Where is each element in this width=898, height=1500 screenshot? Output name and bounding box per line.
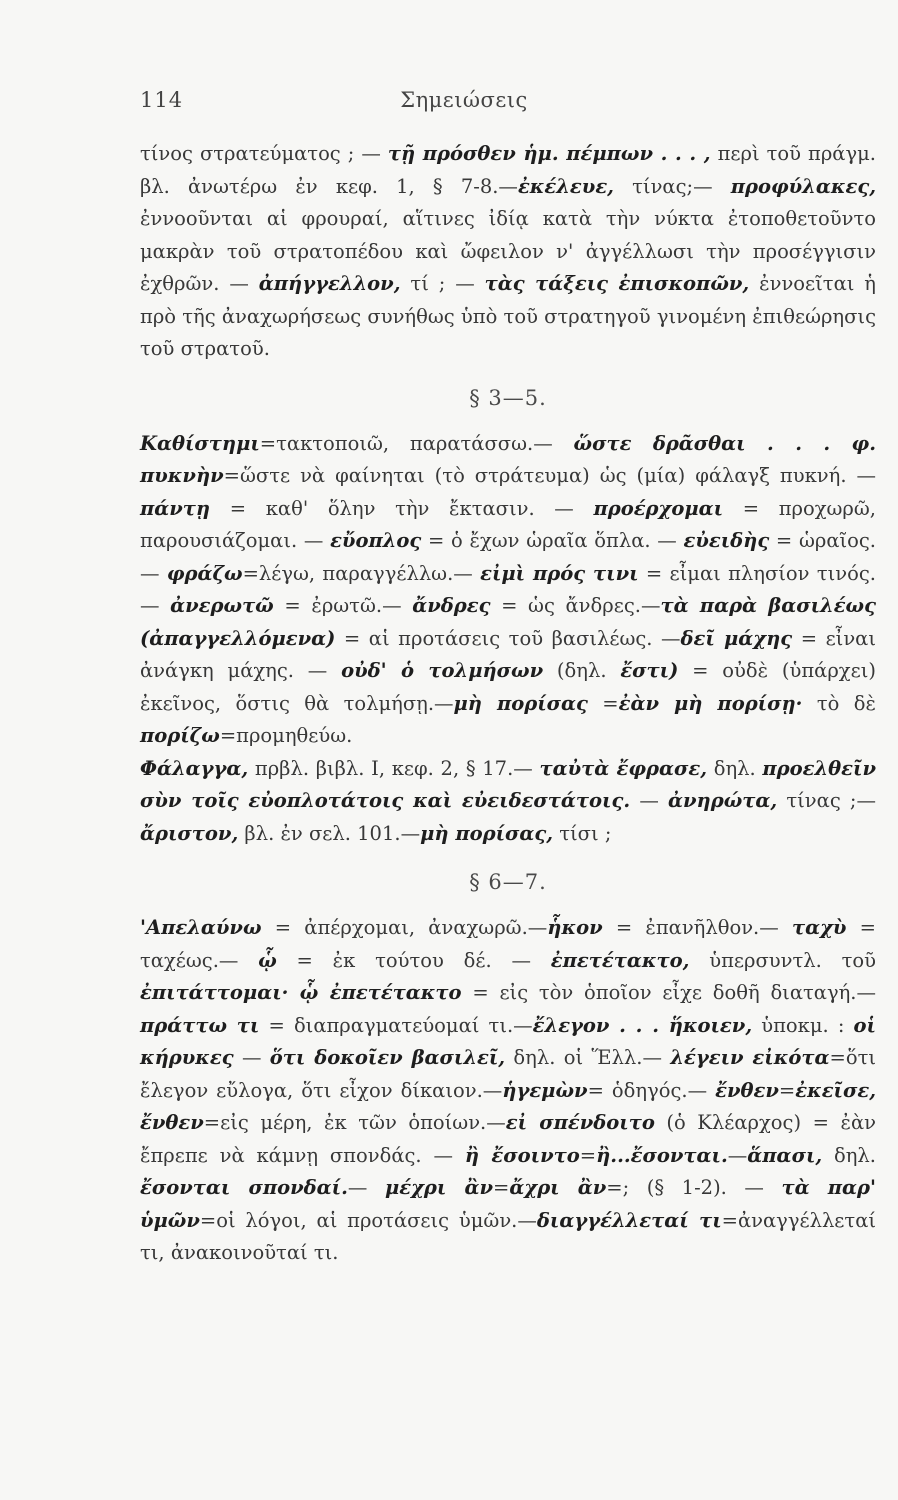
page-number: 114 <box>140 88 184 112</box>
gloss-text: = ὡραῖος.— <box>140 529 876 585</box>
lemma-term: ἧκον <box>547 916 603 939</box>
gloss-text: — <box>347 1176 385 1199</box>
notes-body <box>140 138 876 1270</box>
gloss-text: (ὁ Κλέαρχος) = ἐὰν ἔπρεπε νὰ κάμνῃ σπονδάς. — <box>140 1111 876 1167</box>
lemma-term: ταχὺ <box>791 916 847 939</box>
gloss-text: δηλ. <box>707 756 763 780</box>
lemma-term: ἄχρι ἂν <box>509 1176 607 1199</box>
lemma-term: ᾧ <box>258 948 277 972</box>
gloss-text: — <box>233 1046 270 1069</box>
note-paragraph-4 <box>140 912 876 1270</box>
gloss-text: δηλ. οἱ Ἕλλ.— <box>505 1046 671 1069</box>
gloss-text: τίνος στρατεύματος ; — <box>140 142 388 165</box>
gloss-text: βλ. ἐν σελ. 101.— <box>238 821 421 845</box>
gloss-text: τὸ δὲ <box>802 691 876 715</box>
note-paragraph-3 <box>140 753 876 851</box>
lemma-term: ἐὰν μὴ πορίσῃ· <box>618 691 803 715</box>
section-heading-6-7: § 6—7. <box>469 870 547 894</box>
lemma-term: λέγειν εἰκότα <box>670 1046 830 1069</box>
gloss-text: =ὥστε νὰ φαίνηται (τὸ στράτευμα) ὡς (μία) φάλαγξ πυκνή. — <box>223 464 876 487</box>
lemma-term: τῇ πρόσθεν ἡμ. πέμπων . . . , <box>387 142 711 165</box>
lemma-term: ἔστι) <box>620 659 679 682</box>
lemma-term: ἔνθεν <box>715 1078 779 1102</box>
lemma-term: μὴ πορίσας, <box>420 821 554 845</box>
lemma-term: τὰ παρ' ὑμῶν <box>140 1176 876 1232</box>
lemma-term: προέρχομαι <box>593 496 724 520</box>
gloss-text: = αἱ προτάσεις τοῦ βασιλέως. — <box>335 626 681 650</box>
gloss-text: = ὡς ἄνδρες.— <box>490 594 661 617</box>
lemma-term: πράττω τι <box>140 1013 260 1037</box>
gloss-text: =οἱ λόγοι, αἱ προτάσεις ὑμῶν.— <box>199 1208 537 1232</box>
gloss-text: = ὁ ἔχων ὡραῖα ὅπλα. — <box>421 529 684 552</box>
gloss-text: = <box>587 691 619 715</box>
lemma-term: οἱ κήρυκες <box>140 1013 876 1069</box>
gloss-text: τίσι ; <box>553 821 612 845</box>
gloss-text: = ὁδηγός.— <box>587 1078 716 1102</box>
gloss-text: = ἐκ τούτου δέ. — <box>276 948 551 972</box>
lemma-term: εὐειδὴς <box>683 529 770 552</box>
lemma-term: ὥστε δρᾶσθαι . . . φ. πυκνὴν <box>140 431 876 487</box>
gloss-text: =; (§ 1-2). — <box>606 1176 782 1199</box>
gloss-text: ὑπερσυντλ. τοῦ <box>689 948 876 972</box>
lemma-term: ἔλεγον . . . ἥκοιεν, <box>532 1013 753 1037</box>
lemma-term: μὴ πορίσας <box>453 691 588 715</box>
gloss-text: = ταχέως.— <box>140 916 876 972</box>
gloss-text: = εἶναι ἀνάγκη μάχης. — <box>140 626 876 682</box>
gloss-text: = ἐρωτῶ.— <box>273 594 413 617</box>
gloss-text: =τακτοποιῶ, παρατάσσω.— <box>259 431 574 455</box>
gloss-text: = εἰς τὸν ὁποῖον εἶχε δοθῆ διαταγή.— <box>461 981 876 1004</box>
gloss-text: = ἀπέρχομαι, ἀναχωρῶ.— <box>261 916 548 939</box>
lemma-term: ἐκέλευε, <box>517 174 614 198</box>
gloss-text: τί ; — <box>400 272 485 295</box>
lemma-term: ἐκεῖσε, <box>795 1078 876 1102</box>
lemma-term: εἰ σπένδοιτο <box>505 1111 655 1134</box>
lemma-term: ἅπασι, <box>747 1143 823 1167</box>
gloss-text: =εἰς μέρη, ἐκ τῶν ὁποίων.— <box>203 1111 506 1134</box>
lemma-term: ἐπετέτακτο, <box>550 948 690 972</box>
gloss-text: = <box>493 1176 510 1199</box>
lemma-term: ἄριστον, <box>140 821 239 845</box>
lemma-term: προφύλακες, <box>730 174 876 198</box>
lemma-term: διαγγέλλεταί τι <box>536 1208 722 1232</box>
lemma-term: μέχρι ἂν <box>384 1176 494 1199</box>
lemma-term: δεῖ μάχης <box>680 626 793 650</box>
lemma-term: φράζω <box>166 561 243 585</box>
lemma-term: ἄνδρες <box>412 594 491 617</box>
section-heading-3-5: § 3—5. <box>469 385 547 410</box>
gloss-text: τίνας;— <box>613 174 731 198</box>
lemma-term: τὰς τάξεις ἐπισκοπῶν, <box>484 272 750 295</box>
gloss-text: = οὐδὲ (ὑπάρχει) ἐκεῖνος, ὅστις θὰ τολμήσῃ.— <box>140 659 876 715</box>
note-paragraph-2 <box>140 428 876 753</box>
gloss-text: ἐννοεῖται ἡ πρὸ τῆς ἀναχωρήσεως συνήθως ὑπὸ τοῦ στρατηγοῦ γινομένη ἐπιθεώρησις τοῦ στρατοῦ. <box>140 272 876 360</box>
gloss-text: (δηλ. <box>543 659 621 682</box>
lemma-term: ἀνερωτῶ <box>170 594 274 617</box>
lemma-term: ἀπήγγελλον, <box>258 272 401 295</box>
lemma-term: εὔοπλος <box>330 529 422 552</box>
lemma-term: ὅτι δοκοῖεν βασιλεῖ, <box>269 1046 506 1069</box>
gloss-text: περὶ τοῦ πράγμ. βλ. ἀνωτέρω ἐν κεφ. 1, § 7-8.— <box>140 142 876 198</box>
lemma-term: οὐδ' ὁ τολμήσων <box>341 659 544 682</box>
lemma-term: 'Απελαύνω <box>140 916 262 939</box>
gloss-text: = <box>778 1078 796 1102</box>
lemma-term: εἰμὶ πρός τινι <box>480 561 639 585</box>
lemma-term: ταὐτὰ ἔφρασε, <box>539 756 708 780</box>
lemma-term: Φάλαγγα, <box>140 756 249 780</box>
lemma-term: προελθεῖν σὺν τοῖς εὐοπλοτάτοις καὶ εὐειδεστάτοις. <box>140 756 876 812</box>
gloss-text: — <box>630 789 669 812</box>
lemma-term: ἢ...ἔσονται. <box>596 1143 728 1167</box>
gloss-text: δηλ. <box>822 1143 876 1167</box>
gloss-text: =ὅτι ἔλεγον εὔλογα, ὅτι εἶχον δίκαιον.— <box>140 1046 876 1102</box>
gloss-text: = καθ' ὅλην τὴν ἔκτασιν. — <box>210 496 594 520</box>
page-header <box>140 88 788 120</box>
lemma-term: τὰ παρὰ βασιλέως (ἀπαγγελλόμενα) <box>140 594 876 650</box>
gloss-text: =προμηθεύω. <box>219 724 353 747</box>
lemma-term: ἢ ἔσοιντο <box>464 1143 580 1167</box>
lemma-term: πάντῃ <box>140 496 211 520</box>
gloss-text: ἐννοοῦνται αἱ φρουραί, αἵτινες ἰδίᾳ κατὰ τὴν νύκτα ἐτοποθετοῦντο μακρὰν τοῦ στρατοπέδου καὶ ὤφειλον ν' ἀγγέλλωσι τὴν προσέγγισιν ἐχθρῶν. — <box>140 207 876 295</box>
gloss-text: =ἀναγγέλλεταί τι, ἀνακοινοῦταί τι. <box>140 1208 877 1264</box>
gloss-text: = διαπραγματεύομαί τι.— <box>259 1013 533 1037</box>
gloss-text: = εἶμαι πλησίον τινός. — <box>140 561 876 617</box>
running-title: Σημειώσεις <box>400 88 528 112</box>
gloss-text: πρβλ. βιβλ. I, κεφ. 2, § 17.— <box>248 756 540 780</box>
lemma-term: πορίζω <box>140 724 220 747</box>
gloss-text: = <box>579 1143 597 1167</box>
gloss-text: — <box>727 1143 748 1167</box>
gloss-text: τίνας ;— <box>777 789 876 812</box>
lemma-term: ἡγεμὼν <box>502 1078 588 1102</box>
lemma-term: ἔσονται σπονδαί. <box>140 1176 348 1199</box>
gloss-text: =λέγω, παραγγέλλω.— <box>242 561 481 585</box>
lemma-term: Καθίστημι <box>140 431 260 455</box>
gloss-text: = προχωρῶ, παρουσιάζομαι. — <box>140 496 876 552</box>
gloss-text: = ἐπανῆλθον.— <box>602 916 792 939</box>
note-paragraph-1 <box>140 138 876 366</box>
gloss-text: ὑποκμ. : <box>752 1013 854 1037</box>
lemma-term: ἐπιτάττομαι· ᾧ ἐπετέτακτο <box>140 981 462 1004</box>
lemma-term: ἔνθεν <box>140 1111 204 1134</box>
lemma-term: ἀνηρώτα, <box>668 789 778 812</box>
